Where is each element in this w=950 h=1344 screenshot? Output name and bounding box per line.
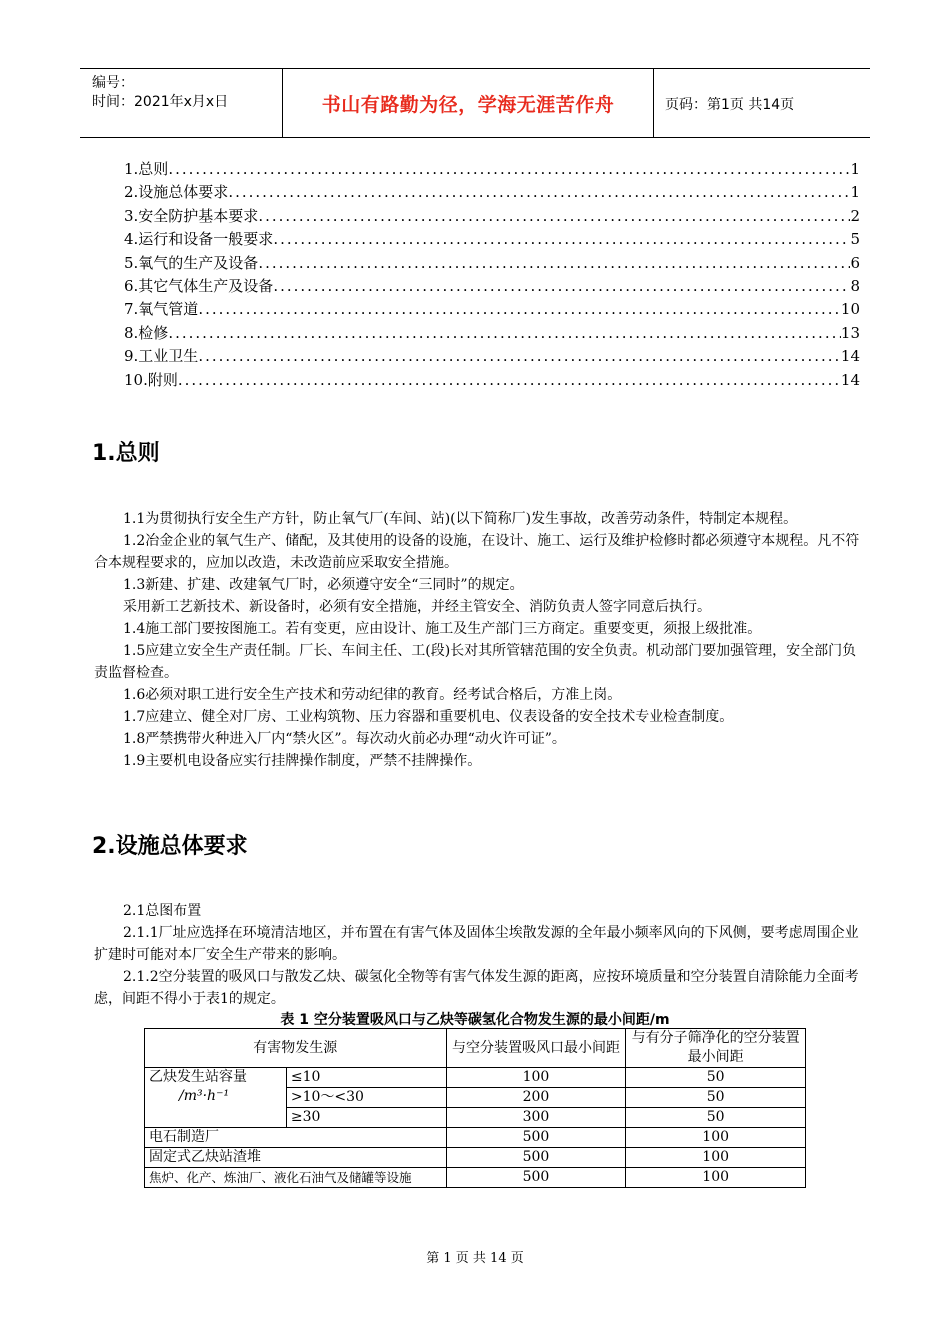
page-header bbox=[80, 68, 870, 138]
toc-page: 8 bbox=[850, 277, 860, 295]
section-1-heading: 1.总则 bbox=[92, 441, 160, 466]
toc-title: 7.氧气管道 bbox=[124, 300, 199, 318]
group-label: 乙炔发生站容量 bbox=[149, 1069, 247, 1085]
toc-page: 14 bbox=[840, 371, 860, 389]
toc-page: 10 bbox=[840, 300, 860, 318]
paragraph: 1.5应建立安全生产责任制。厂长、车间主任、工(段)长对其所管辖范围的安全负责。机动部门要加强管理，安全部门负责监督检查。 bbox=[94, 643, 857, 681]
toc-page: 2 bbox=[850, 207, 860, 225]
paragraph: 1.1为贯彻执行安全生产方针，防止氧气厂(车间、站)(以下简称厂)发生事故，改善劳动条件，特制定本规程。 bbox=[123, 511, 798, 527]
toc-entry[interactable] bbox=[124, 298, 860, 320]
range-cell: >10～<30 bbox=[286, 1088, 446, 1108]
paragraph: 2.1总图布置 bbox=[123, 903, 202, 919]
toc-page: 13 bbox=[840, 324, 860, 342]
group-unit: /m³·h⁻¹ bbox=[179, 1088, 230, 1104]
page-footer: 第 1 页 共 14 页 bbox=[426, 1251, 524, 1266]
range-cell: ≥30 bbox=[286, 1108, 446, 1128]
value-cell: 50 bbox=[626, 1068, 806, 1088]
header-page-info: 页码：第1页 共14页 bbox=[665, 97, 795, 113]
toc-title: 1.总则 bbox=[124, 160, 169, 178]
toc-entry[interactable] bbox=[124, 205, 860, 227]
toc-page: 6 bbox=[850, 254, 860, 272]
paragraph: 1.4施工部门要按图施工。若有变更，应由设计、施工及生产部门三方商定。重要变更，须报上级批准。 bbox=[123, 621, 762, 637]
table-header-row bbox=[145, 1029, 806, 1068]
range-cell: ≤10 bbox=[286, 1068, 446, 1088]
toc-title: 4.运行和设备一般要求 bbox=[124, 230, 274, 248]
source-cell: 电石制造厂 bbox=[145, 1128, 447, 1148]
table-row bbox=[145, 1148, 806, 1168]
value-cell: 500 bbox=[446, 1168, 626, 1188]
value-cell: 500 bbox=[446, 1148, 626, 1168]
section-2-body bbox=[94, 900, 864, 1010]
group-cell bbox=[145, 1068, 287, 1128]
code-label: 编号： bbox=[92, 75, 134, 91]
table-caption: 表 1 空分装置吸风口与乙炔等碳氢化合物发生源的最小间距/m bbox=[280, 1012, 670, 1028]
paragraph: 采用新工艺新技术、新设备时，必须有安全措施，并经主管安全、消防负责人签字同意后执行。 bbox=[123, 599, 711, 615]
value-cell: 300 bbox=[446, 1108, 626, 1128]
paragraph: 2.1.2空分装置的吸风口与散发乙炔、碳氢化全物等有害气体发生源的距离，应按环境质量和空分装置自清除能力全面考虑，间距不得小于表1的规定。 bbox=[94, 969, 859, 1007]
toc-title: 6.其它气体生产及设备 bbox=[124, 277, 274, 295]
header-cell: 与空分装置吸风口最小间距 bbox=[446, 1029, 626, 1068]
value-cell: 50 bbox=[626, 1088, 806, 1108]
toc-page: 14 bbox=[840, 347, 860, 365]
header-cell: 与有分子筛净化的空分装置最小间距 bbox=[626, 1029, 806, 1068]
toc-entry[interactable] bbox=[124, 369, 860, 391]
value-cell: 200 bbox=[446, 1088, 626, 1108]
table-row bbox=[145, 1168, 806, 1188]
distance-table bbox=[144, 1028, 806, 1188]
source-cell: 焦炉、化产、炼油厂、液化石油气及储罐等设施 bbox=[145, 1168, 447, 1188]
paragraph: 1.6必须对职工进行安全生产技术和劳动纪律的教育。经考试合格后，方准上岗。 bbox=[123, 687, 622, 703]
toc-entry[interactable] bbox=[124, 275, 860, 297]
header-motto: 书山有路勤为径，学海无涯苦作舟 bbox=[283, 69, 654, 137]
paragraph: 1.7应建立、健全对厂房、工业构筑物、压力容器和重要机电、仪表设备的安全技术专业检查制度。 bbox=[123, 709, 734, 725]
toc-title: 5.氧气的生产及设备 bbox=[124, 254, 259, 272]
table-row bbox=[145, 1128, 806, 1148]
header-cell: 有害物发生源 bbox=[145, 1029, 447, 1068]
value-cell: 100 bbox=[446, 1068, 626, 1088]
header-meta bbox=[80, 69, 283, 137]
toc-entry[interactable] bbox=[124, 345, 860, 367]
paragraph: 1.8严禁携带火种进入厂内“禁火区”。每次动火前必办理“动火许可证”。 bbox=[123, 731, 566, 747]
table-row bbox=[145, 1068, 806, 1088]
toc-entry[interactable] bbox=[124, 181, 860, 203]
paragraph: 1.3新建、扩建、改建氧气厂时，必须遵守安全“三同时”的规定。 bbox=[123, 577, 524, 593]
toc-page: 5 bbox=[850, 230, 860, 248]
toc-title: 2.设施总体要求 bbox=[124, 183, 229, 201]
source-cell: 固定式乙炔站渣堆 bbox=[145, 1148, 447, 1168]
toc-title: 3.安全防护基本要求 bbox=[124, 207, 259, 225]
toc-page: 1 bbox=[850, 160, 860, 178]
time-label: 时间：2021年x月x日 bbox=[92, 94, 229, 110]
toc-entry[interactable] bbox=[124, 252, 860, 274]
value-cell: 50 bbox=[626, 1108, 806, 1128]
toc-entry[interactable] bbox=[124, 158, 860, 180]
toc-title: 8.检修 bbox=[124, 324, 169, 342]
paragraph: 1.2冶金企业的氧气生产、储配，及其使用的设备的设施，在设计、施工、运行及维护检修时都必须遵守本规程。凡不符合本规程要求的，应加以改造，未改造前应采取安全措施。 bbox=[94, 533, 860, 571]
toc-entry[interactable] bbox=[124, 228, 860, 250]
value-cell: 500 bbox=[446, 1128, 626, 1148]
toc-page: 1 bbox=[850, 183, 860, 201]
value-cell: 100 bbox=[626, 1148, 806, 1168]
section-2-heading: 2.设施总体要求 bbox=[92, 834, 248, 859]
value-cell: 100 bbox=[626, 1128, 806, 1148]
paragraph: 2.1.1厂址应选择在环境清洁地区，并布置在有害气体及固体尘埃散发源的全年最小频率风向的下风侧，要考虑周围企业扩建时可能对本厂安全生产带来的影响。 bbox=[94, 925, 859, 963]
value-cell: 100 bbox=[626, 1168, 806, 1188]
toc-entry[interactable] bbox=[124, 322, 860, 344]
paragraph: 1.9主要机电设备应实行挂牌操作制度，严禁不挂牌操作。 bbox=[123, 753, 482, 769]
toc-title: 10.附则 bbox=[124, 371, 178, 389]
section-1-body bbox=[94, 508, 864, 772]
toc-title: 9.工业卫生 bbox=[124, 347, 199, 365]
